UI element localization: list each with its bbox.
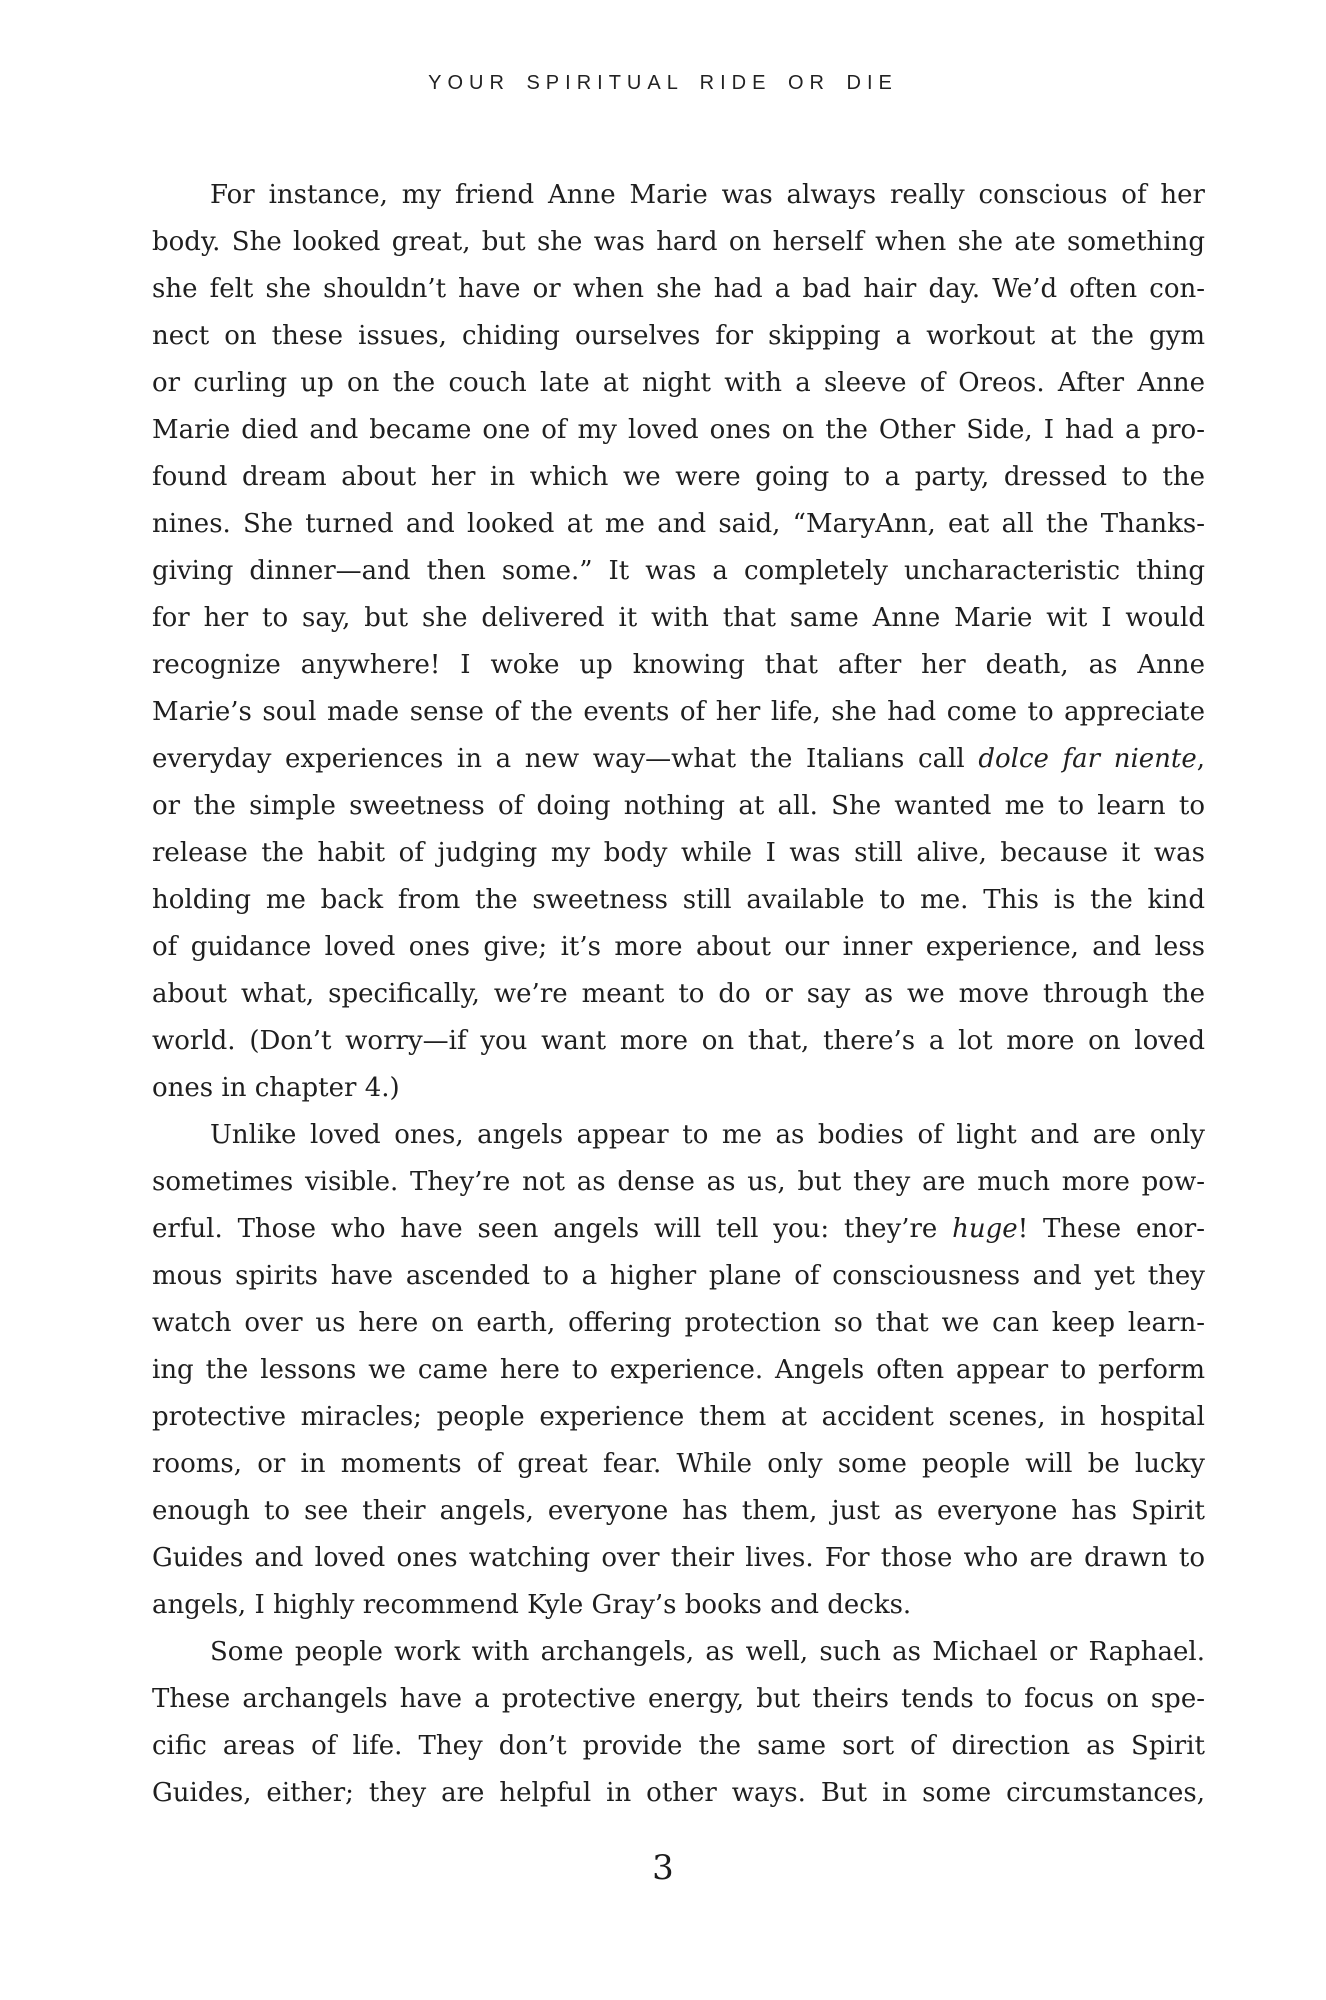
text-line: angels, I highly recommend Kyle Gray’s books and decks. [152,1590,912,1620]
page-number: 3 [652,1848,674,1888]
text-line: mous spirits have ascended to a higher plane of consciousness and yet they [152,1261,1205,1291]
text-line: For instance, my friend Anne Marie was always really conscious of her [210,180,1205,210]
text-line: erful. Those who have seen angels will tell you: they’re huge! These enor- [152,1214,1205,1244]
text-line: found dream about her in which we were going to a party, dressed to the [152,462,1205,492]
text-line: world. (Don’t worry—if you want more on that, there’s a lot more on loved [152,1026,1205,1056]
text-line: for her to say, but she delivered it with that same Anne Marie wit I would [152,603,1205,633]
text-line: enough to see their angels, everyone has them, just as everyone has Spirit [152,1496,1205,1526]
text-line: Guides and loved ones watching over their lives. For those who are drawn to [152,1543,1205,1573]
text-line: or the simple sweetness of doing nothing at all. She wanted me to learn to [152,791,1205,821]
text-line: Marie’s soul made sense of the events of her life, she had come to appreciate [152,697,1205,727]
text-line: of guidance loved ones give; it’s more about our inner experience, and less [152,932,1205,962]
text-line: watch over us here on earth, offering protection so that we can keep learn- [152,1308,1205,1338]
text-line: release the habit of judging my body while I was still alive, because it was [152,838,1205,868]
text-line: nines. She turned and looked at me and said, “MaryAnn, eat all the Thanks- [152,509,1205,539]
text-line: ones in chapter 4.) [152,1073,400,1103]
text-line: giving dinner—and then some.” It was a completely uncharacteristic thing [152,556,1205,586]
text-line: recognize anywhere! I woke up knowing that after her death, as Anne [152,650,1205,680]
text-line: she felt she shouldn’t have or when she had a bad hair day. We’d often con- [152,274,1205,304]
text-line: body. She looked great, but she was hard on herself when she ate something [152,227,1205,257]
text-line: about what, specifically, we’re meant to do or say as we move through the [152,979,1205,1009]
text-line: Unlike loved ones, angels appear to me as bodies of light and are only [210,1120,1205,1150]
running-header: YOUR SPIRITUAL RIDE OR DIE [428,72,898,94]
text-line: Marie died and became one of my loved ones on the Other Side, I had a pro- [152,415,1205,445]
text-line: nect on these issues, chiding ourselves for skipping a workout at the gym [152,321,1205,351]
text-line: holding me back from the sweetness still available to me. This is the kind [152,885,1205,915]
text-line: protective miracles; people experience them at accident scenes, in hospital [152,1402,1205,1432]
text-line: ing the lessons we came here to experience. Angels often appear to perform [152,1355,1205,1385]
text-line: everyday experiences in a new way—what the Italians call dolce far niente, [152,744,1205,774]
text-line: or curling up on the couch late at night with a sleeve of Oreos. After Anne [152,368,1205,398]
text-line: sometimes visible. They’re not as dense as us, but they are much more pow- [152,1167,1205,1197]
text-line: rooms, or in moments of great fear. While only some people will be lucky [152,1449,1205,1479]
text-line: cific areas of life. They don’t provide the same sort of direction as Spirit [152,1731,1205,1761]
text-line: Some people work with archangels, as well, such as Michael or Raphael. [210,1637,1205,1667]
text-line: Guides, either; they are helpful in other ways. But in some circumstances, [152,1778,1205,1808]
text-line: These archangels have a protective energy, but theirs tends to focus on spe- [152,1684,1205,1714]
body-text [152,172,1205,1817]
